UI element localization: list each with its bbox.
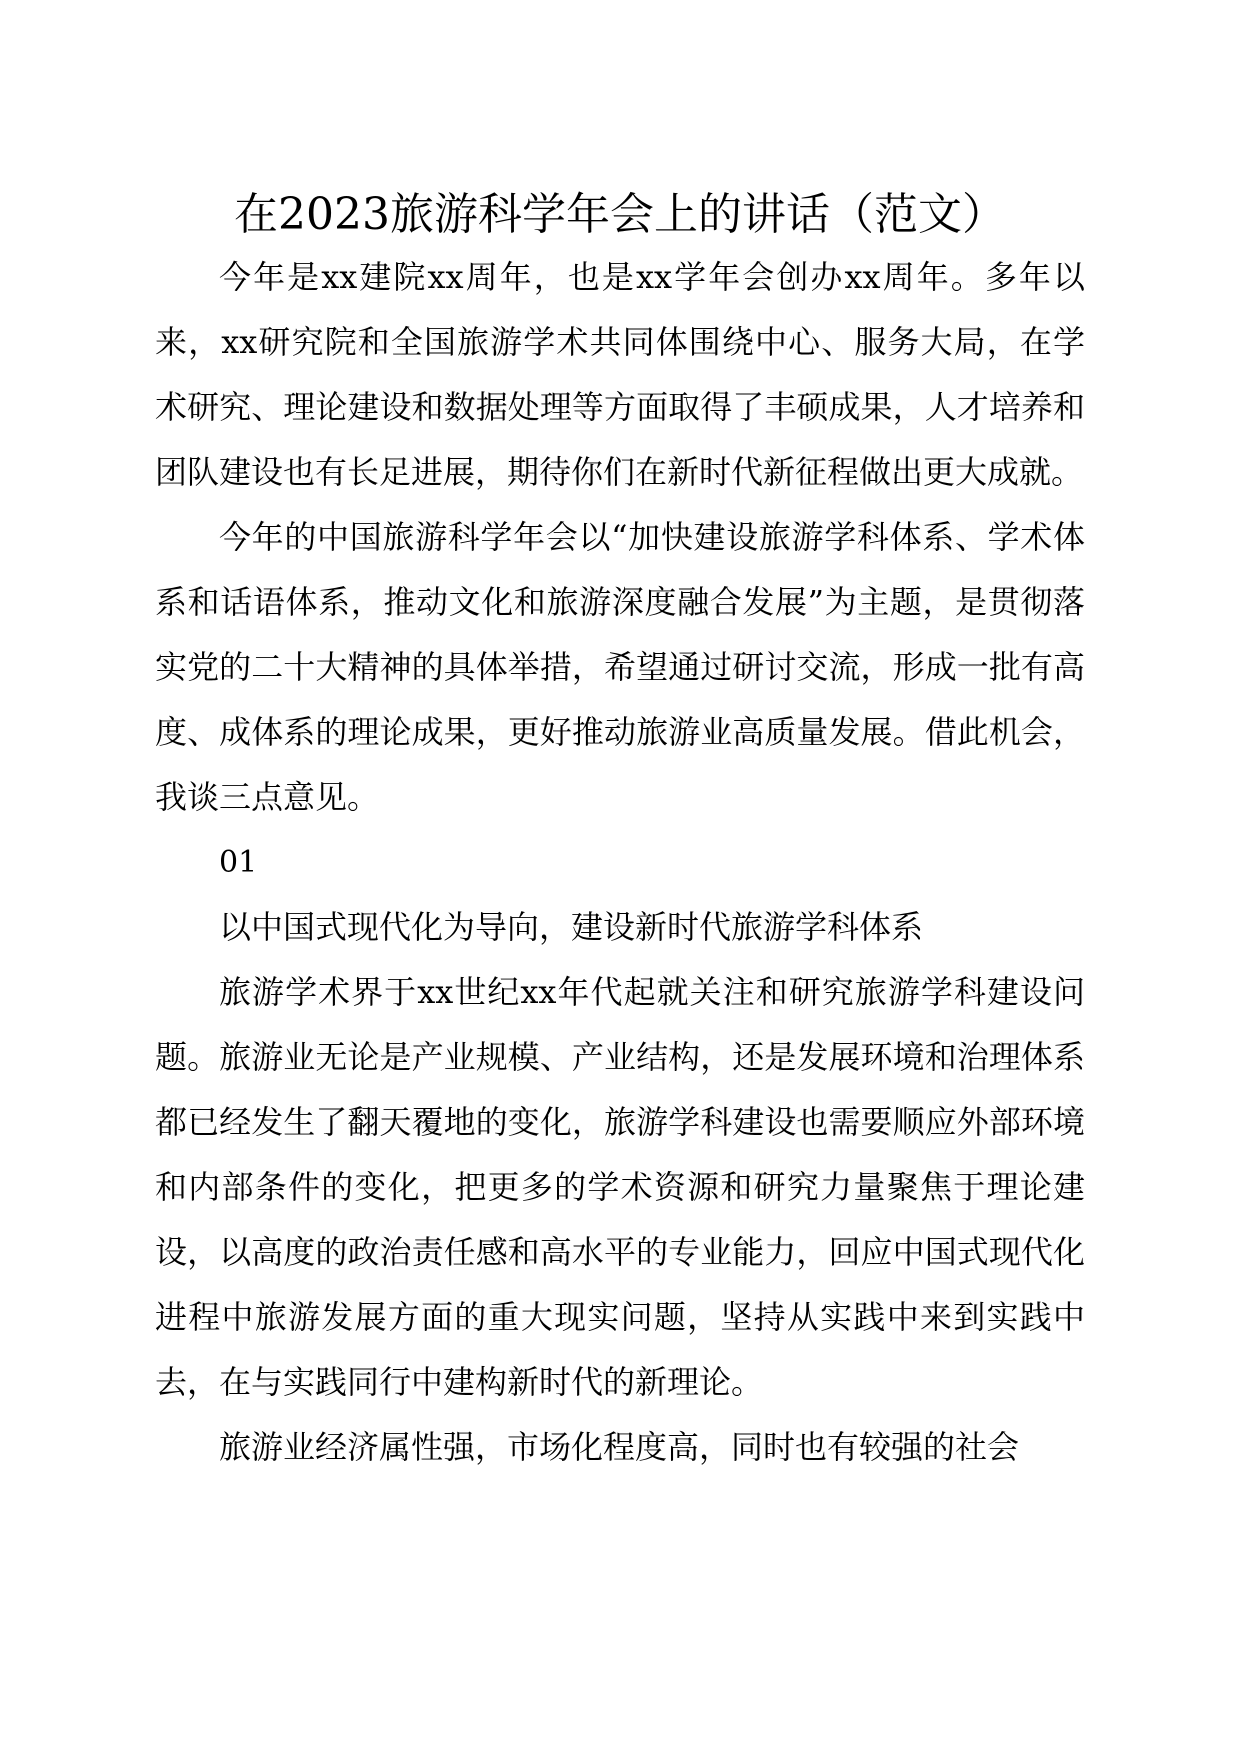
section-paragraph-2: 旅游业经济属性强，市场化程度高，同时也有较强的社会 — [219, 1428, 1020, 1466]
intro-paragraph-1: 今年是xx建院xx周年，也是xx学年会创办xx周年。多年以来，xx研究院和全国旅游学术共同体围绕中心、服务大局，在学术研究、理论建设和数据处理等方面取得了丰硕成果，人才培养和团队建设也有长足进展，期待你们在新时代新征程做出更大成就。 — [155, 258, 1085, 491]
section-heading: 以中国式现代化为导向，建设新时代旅游学科体系 — [219, 908, 924, 946]
document-body — [155, 245, 1085, 1480]
intro-paragraph-2: 今年的中国旅游科学年会以“加快建设旅游学科体系、学术体系和话语体系，推动文化和旅游深度融合发展”为主题，是贯彻落实党的二十大精神的具体举措，希望通过研讨交流，形成一批有高度、成体系的理论成果，更好推动旅游业高质量发展。借此机会，我谈三点意见。 — [155, 518, 1085, 816]
section-number: 01 — [219, 845, 258, 880]
document-title: 在2023旅游科学年会上的讲话（范文） — [234, 189, 1006, 240]
section-paragraph-1: 旅游学术界于xx世纪xx年代起就关注和研究旅游学科建设问题。旅游业无论是产业规模、产业结构，还是发展环境和治理体系都已经发生了翻天覆地的变化，旅游学科建设也需要顺应外部环境和内部条件的变化，把更多的学术资源和研究力量聚焦于理论建设，以高度的政治责任感和高水平的专业能力，回应中国式现代化进程中旅游发展方面的重大现实问题，坚持从实践中来到实践中去，在与实践同行中建构新时代的新理论。 — [155, 973, 1085, 1401]
